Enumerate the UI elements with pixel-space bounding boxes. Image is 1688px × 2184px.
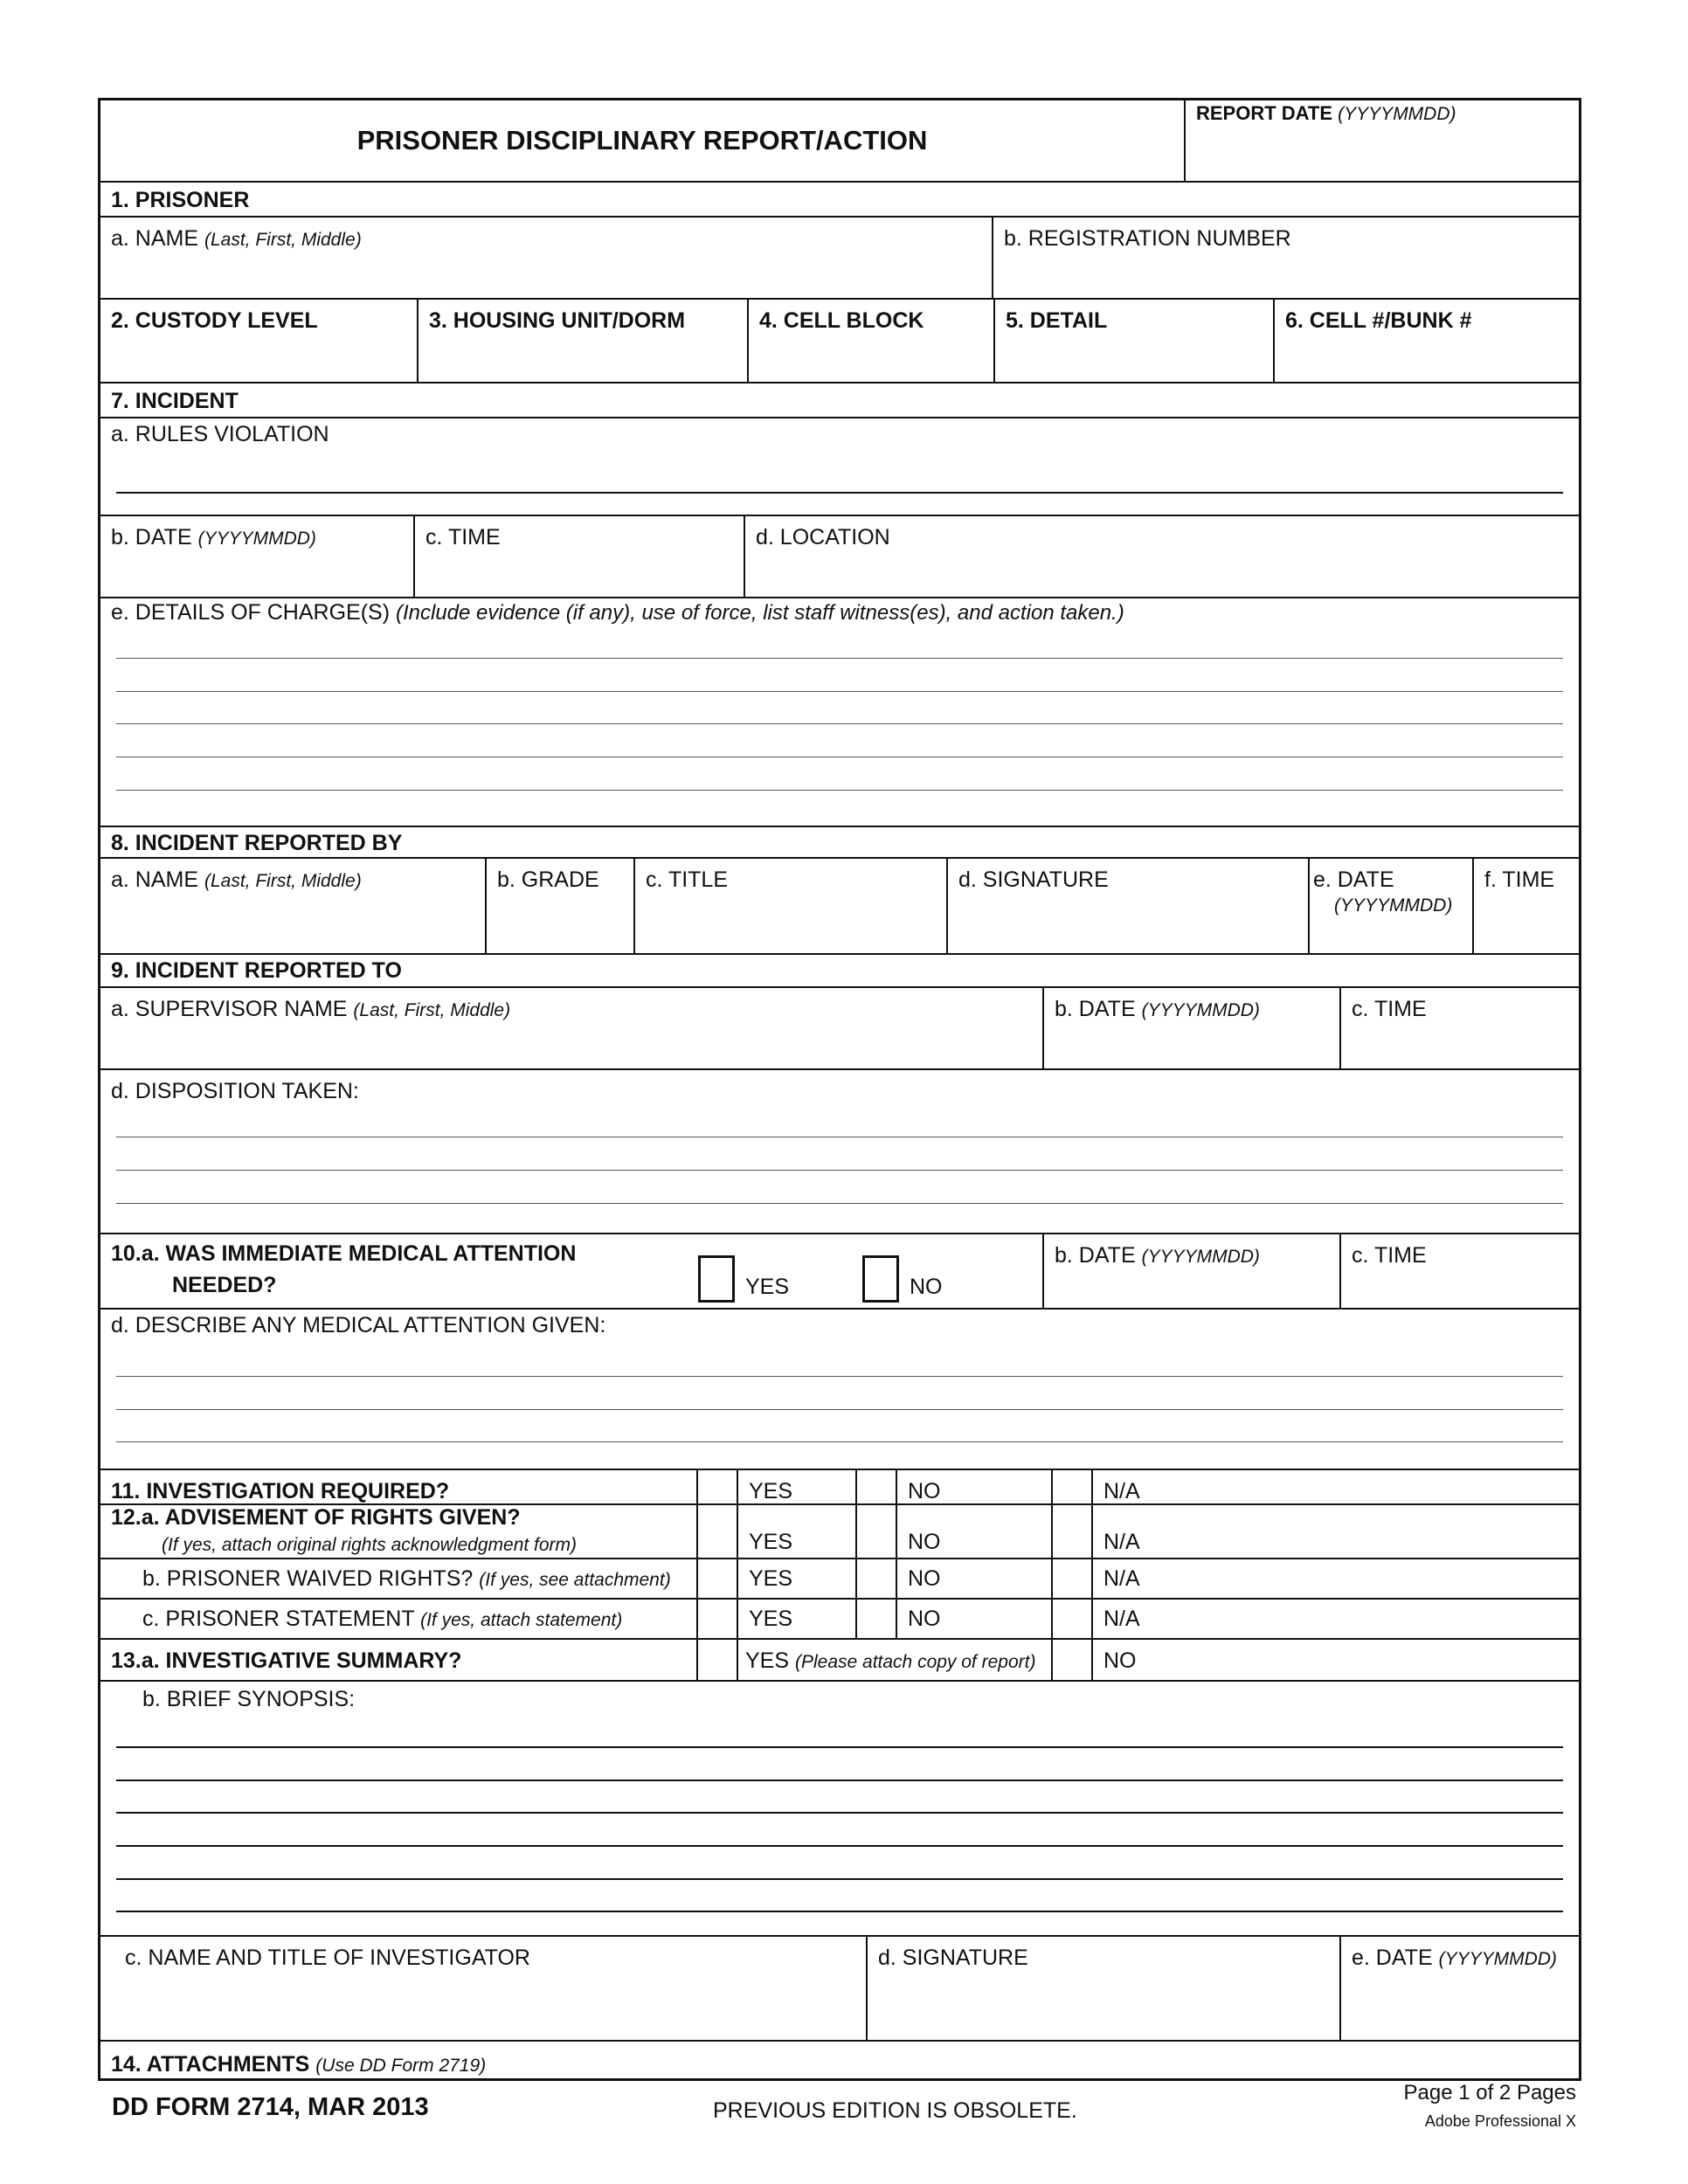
housing-unit-label: 3. HOUSING UNIT/DORM xyxy=(429,308,686,333)
cell-bunk-field[interactable] xyxy=(1273,300,1579,382)
rights-waived-label: b. PRISONER WAIVED RIGHTS? xyxy=(142,1566,474,1591)
medical-row xyxy=(100,1234,1579,1310)
statement-na-checkbox[interactable] xyxy=(1051,1600,1091,1638)
medical-date-label: b. DATE xyxy=(1055,1243,1136,1268)
rights-waived-hint: (If yes, see attachment) xyxy=(479,1570,671,1590)
investigator-date-label: e. DATE xyxy=(1352,1946,1433,1970)
rights-advisement-label: 12.a. ADVISEMENT OF RIGHTS GIVEN? xyxy=(111,1505,521,1530)
reported-to-row xyxy=(100,986,1579,1070)
supervisor-date-format: (YYYYMMDD) xyxy=(1141,1000,1260,1020)
incident-location-label: d. LOCATION xyxy=(756,525,890,549)
incident-time-label: c. TIME xyxy=(425,525,501,549)
incident-date-field[interactable] xyxy=(100,516,413,597)
investigative-summary-label: 13.a. INVESTIGATIVE SUMMARY? xyxy=(111,1648,462,1673)
reporter-name-hint: (Last, First, Middle) xyxy=(204,871,362,891)
incident-location-field[interactable] xyxy=(744,516,1579,597)
investigation-required-row xyxy=(100,1470,1579,1505)
reporter-title-field[interactable] xyxy=(633,859,946,953)
disposition-label: d. DISPOSITION TAKEN: xyxy=(111,1079,359,1103)
statement-yes-label: YES xyxy=(749,1607,793,1631)
charge-details-hint: (Include evidence (if any), use of force, list staff witness(es), and action taken.) xyxy=(395,601,1124,625)
charge-details-field[interactable] xyxy=(100,598,1579,827)
edition-notice: PREVIOUS EDITION IS OBSOLETE. xyxy=(713,2098,1077,2123)
form-title: PRISONER DISCIPLINARY REPORT/ACTION xyxy=(356,125,928,156)
detail-label: 5. DETAIL xyxy=(1006,308,1108,333)
rights-waived-row xyxy=(100,1559,1579,1600)
attachments-hint: (Use DD Form 2719) xyxy=(315,2056,487,2076)
rights-no-label: NO xyxy=(908,1530,941,1554)
waived-yes-checkbox[interactable] xyxy=(696,1559,737,1598)
write-line xyxy=(116,1170,1563,1171)
investigative-summary-row xyxy=(100,1640,1579,1682)
prisoner-name-field[interactable] xyxy=(100,218,992,298)
brief-synopsis-label: b. BRIEF SYNOPSIS: xyxy=(142,1687,356,1711)
write-line xyxy=(116,723,1563,724)
write-line xyxy=(116,691,1563,692)
write-line xyxy=(116,1409,1563,1410)
medical-yes-checkbox[interactable] xyxy=(698,1255,735,1303)
section-8-title: 8. INCIDENT REPORTED BY xyxy=(111,831,403,855)
reporter-time-label: f. TIME xyxy=(1484,867,1555,892)
page-number: Page 1 of 2 Pages xyxy=(1403,2081,1576,2105)
incident-date-row xyxy=(100,516,1579,598)
rules-violation-label: a. RULES VIOLATION xyxy=(111,422,329,446)
medical-question xyxy=(100,1234,1042,1308)
incident-date-label: b. DATE xyxy=(111,525,192,549)
investigator-date-field[interactable] xyxy=(1339,1937,1579,2040)
investigation-na-label: N/A xyxy=(1103,1479,1140,1503)
cell-block-field[interactable] xyxy=(747,300,993,382)
supervisor-time-field[interactable] xyxy=(1339,988,1579,1068)
write-line xyxy=(116,1780,1563,1781)
waived-na-checkbox[interactable] xyxy=(1051,1559,1091,1598)
reporter-signature-field[interactable] xyxy=(946,859,1308,953)
incident-date-format: (YYYYMMDD) xyxy=(197,529,316,549)
medical-date-format: (YYYYMMDD) xyxy=(1141,1247,1260,1267)
cell-block-label: 4. CELL BLOCK xyxy=(759,308,924,333)
prisoner-row xyxy=(100,216,1579,300)
reporter-name-label: a. NAME xyxy=(111,867,199,892)
supervisor-date-field[interactable] xyxy=(1042,988,1339,1068)
prisoner-name-label: a. NAME xyxy=(111,226,199,251)
prisoner-statement-hint: (If yes, attach statement) xyxy=(420,1610,623,1630)
investigator-row xyxy=(100,1937,1579,2042)
investigator-signature-field[interactable] xyxy=(866,1937,1339,2040)
detail-field[interactable] xyxy=(993,300,1273,382)
supervisor-name-field[interactable] xyxy=(100,988,1042,1068)
reporter-date-field[interactable] xyxy=(1308,859,1472,953)
statement-na-label: N/A xyxy=(1103,1607,1140,1631)
summary-yes-label: YES xyxy=(745,1648,790,1673)
rights-na-label: N/A xyxy=(1103,1530,1140,1554)
prisoner-statement-label: c. PRISONER STATEMENT xyxy=(142,1607,415,1631)
rights-na-checkbox[interactable] xyxy=(1051,1505,1091,1558)
investigator-name-field[interactable] xyxy=(100,1937,866,2040)
attachments-field[interactable] xyxy=(111,2052,486,2077)
investigation-yes-label: YES xyxy=(749,1479,793,1503)
reporter-date-label: e. DATE xyxy=(1313,867,1394,892)
write-line xyxy=(116,1441,1563,1442)
investigator-signature-label: d. SIGNATURE xyxy=(878,1946,1028,1970)
medical-question-line1: 10.a. WAS IMMEDIATE MEDICAL ATTENTION xyxy=(111,1241,577,1266)
write-line xyxy=(116,1845,1563,1847)
section-1-title: 1. PRISONER xyxy=(111,188,250,212)
cell-bunk-label: 6. CELL #/BUNK # xyxy=(1285,308,1472,333)
report-date-field[interactable] xyxy=(1184,100,1579,181)
reporter-grade-label: b. GRADE xyxy=(497,867,599,892)
rights-yes-checkbox[interactable] xyxy=(696,1505,737,1558)
custody-level-field[interactable] xyxy=(100,300,417,382)
section-7-title: 7. INCIDENT xyxy=(111,389,239,413)
reporter-date-format: (YYYYMMDD) xyxy=(1334,895,1453,916)
write-line xyxy=(116,1911,1563,1912)
investigation-yes-checkbox[interactable] xyxy=(696,1470,737,1503)
reporter-name-field[interactable] xyxy=(100,859,485,953)
investigation-no-checkbox[interactable] xyxy=(855,1470,896,1503)
housing-unit-field[interactable] xyxy=(417,300,747,382)
investigation-no-label: NO xyxy=(908,1479,941,1503)
medical-no-checkbox[interactable] xyxy=(862,1255,899,1303)
write-line xyxy=(116,658,1563,659)
reporter-time-field[interactable] xyxy=(1472,859,1579,953)
waived-yes-label: YES xyxy=(749,1566,793,1591)
rights-advisement-hint: (If yes, attach original rights acknowledgment form) xyxy=(162,1535,578,1555)
report-date-label: REPORT DATE xyxy=(1196,102,1333,124)
software-note: Adobe Professional X xyxy=(1424,2112,1576,2130)
medical-time-label: c. TIME xyxy=(1352,1243,1427,1268)
write-line xyxy=(116,790,1563,791)
rights-advisement-row xyxy=(100,1505,1579,1559)
supervisor-date-label: b. DATE xyxy=(1055,997,1136,1021)
waived-no-label: NO xyxy=(908,1566,941,1591)
registration-number-field[interactable] xyxy=(992,218,1579,298)
write-line xyxy=(116,1812,1563,1814)
medical-describe-field[interactable] xyxy=(100,1310,1579,1470)
incident-time-field[interactable] xyxy=(413,516,744,597)
reporter-grade-field[interactable] xyxy=(485,859,633,953)
medical-yes-label: YES xyxy=(745,1275,790,1299)
statement-yes-checkbox[interactable] xyxy=(696,1600,737,1638)
statement-no-checkbox[interactable] xyxy=(855,1600,896,1638)
custody-level-label: 2. CUSTODY LEVEL xyxy=(111,308,318,333)
summary-no-checkbox[interactable] xyxy=(1051,1640,1091,1680)
supervisor-name-hint: (Last, First, Middle) xyxy=(353,1000,511,1020)
supervisor-time-label: c. TIME xyxy=(1352,997,1427,1021)
write-line xyxy=(116,492,1563,494)
investigator-name-label: c. NAME AND TITLE OF INVESTIGATOR xyxy=(125,1946,530,1970)
medical-question-line2: NEEDED? xyxy=(172,1273,277,1297)
disposition-field[interactable] xyxy=(100,1070,1579,1234)
reporter-title-label: c. TITLE xyxy=(646,867,729,892)
investigation-na-checkbox[interactable] xyxy=(1051,1470,1091,1503)
prisoner-statement-row xyxy=(100,1600,1579,1640)
waived-no-checkbox[interactable] xyxy=(855,1559,896,1598)
summary-yes-checkbox[interactable] xyxy=(696,1640,737,1680)
waived-na-label: N/A xyxy=(1103,1566,1140,1591)
rules-violation-field[interactable] xyxy=(100,417,1579,516)
charge-details-label: e. DETAILS OF CHARGE(S) xyxy=(111,600,391,625)
summary-yes-hint: (Please attach copy of report) xyxy=(794,1652,1036,1672)
supervisor-name-label: a. SUPERVISOR NAME xyxy=(111,997,348,1021)
summary-no-label: NO xyxy=(1103,1648,1137,1673)
investigator-date-format: (YYYYMMDD) xyxy=(1438,1949,1557,1969)
title-row xyxy=(100,100,1579,183)
form-id: DD FORM 2714, MAR 2013 xyxy=(112,2093,429,2121)
rights-no-checkbox[interactable] xyxy=(855,1505,896,1558)
write-line xyxy=(116,1746,1563,1748)
attachments-label: 14. ATTACHMENTS xyxy=(111,2052,310,2077)
medical-date-field[interactable] xyxy=(1042,1234,1339,1308)
section-9-title: 9. INCIDENT REPORTED TO xyxy=(111,958,402,983)
medical-no-label: NO xyxy=(910,1275,943,1299)
write-line xyxy=(116,1878,1563,1880)
investigation-required-label: 11. INVESTIGATION REQUIRED? xyxy=(111,1479,450,1503)
medical-describe-label: d. DESCRIBE ANY MEDICAL ATTENTION GIVEN: xyxy=(111,1313,606,1337)
write-line xyxy=(116,1376,1563,1377)
rights-yes-label: YES xyxy=(749,1530,793,1554)
write-line xyxy=(116,1203,1563,1204)
reporter-signature-label: d. SIGNATURE xyxy=(958,867,1109,892)
registration-number-label: b. REGISTRATION NUMBER xyxy=(1004,226,1291,251)
report-date-format: (YYYYMMDD) xyxy=(1338,104,1456,124)
statement-no-label: NO xyxy=(908,1607,941,1631)
custody-row xyxy=(100,300,1579,384)
prisoner-name-hint: (Last, First, Middle) xyxy=(204,230,362,250)
brief-synopsis-field[interactable] xyxy=(100,1682,1579,1937)
reported-by-row xyxy=(100,857,1579,955)
disciplinary-form xyxy=(98,98,1581,2081)
medical-time-field[interactable] xyxy=(1339,1234,1579,1308)
